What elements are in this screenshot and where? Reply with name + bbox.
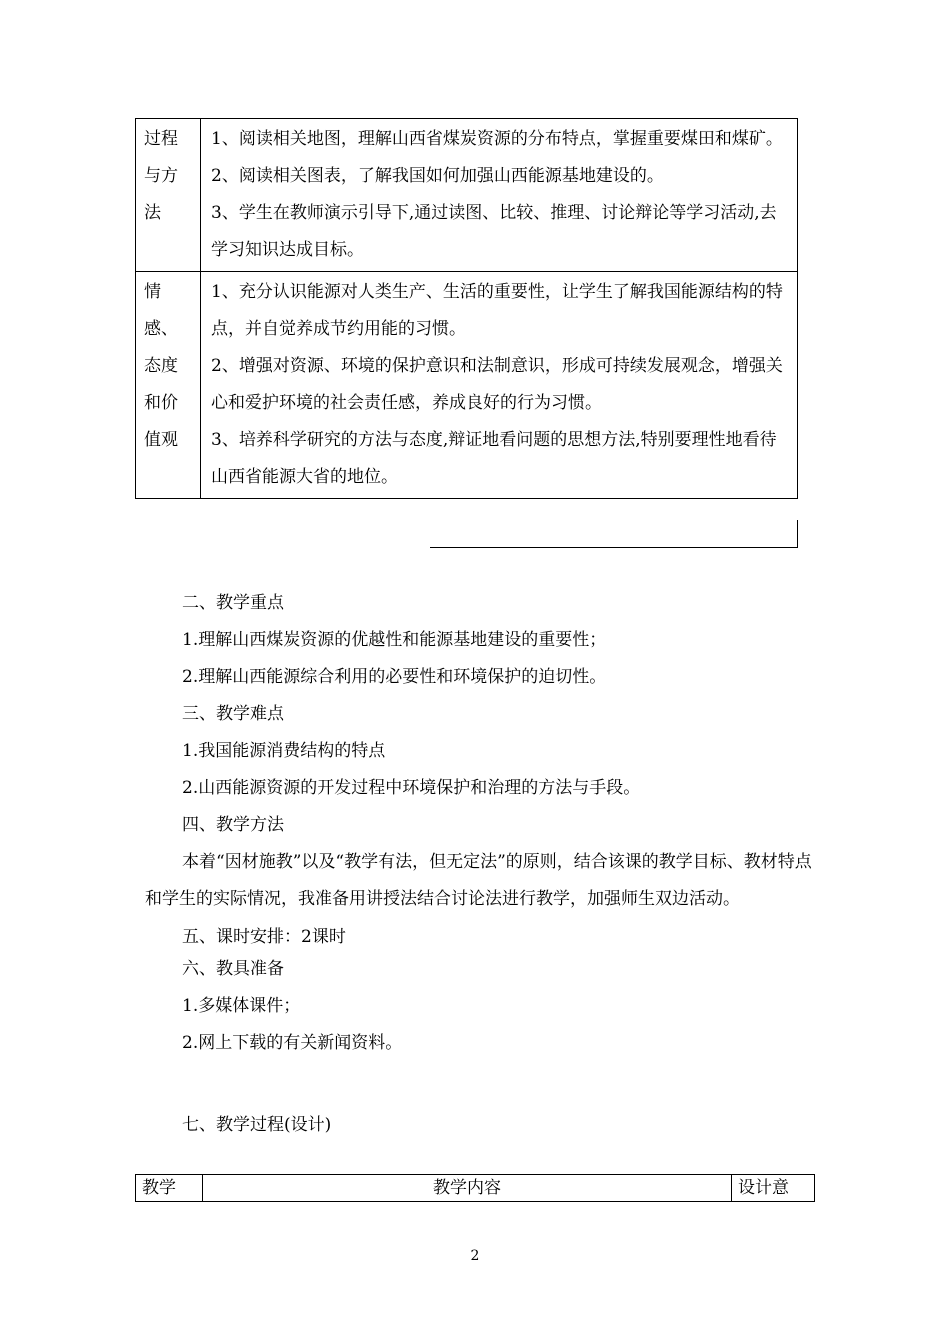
section-heading: 四、教学方法 bbox=[182, 815, 284, 835]
section-heading: 五、课时安排：2课时 bbox=[182, 927, 346, 947]
methods-paragraph: 本着“因材施教”以及“教学有法，但无定法”的原则，结合该课的教学目标、教材特点和学生的实际情况，我准备用讲授法结合讨论法进行教学，加强师生双边活动。 bbox=[145, 852, 812, 909]
label-line: 法 bbox=[144, 203, 161, 223]
row-label-process-method bbox=[136, 119, 201, 272]
page-number: 2 bbox=[470, 1248, 480, 1264]
objective-item: 2、增强对资源、环境的保护意识和法制意识，形成可持续发展观念，增强关心和爱护环境的社会责任感，养成良好的行为习惯。 bbox=[211, 356, 783, 413]
row-content-emotion-values bbox=[201, 272, 798, 499]
table-tail-border bbox=[430, 520, 798, 548]
process-table bbox=[135, 1174, 815, 1202]
list-item: 2.山西能源资源的开发过程中环境保护和治理的方法与手段。 bbox=[182, 778, 641, 798]
list-item: 2.网上下载的有关新闻资料。 bbox=[182, 1033, 403, 1053]
list-item: 2.理解山西能源综合利用的必要性和环境保护的迫切性。 bbox=[182, 667, 607, 687]
section-heading: 六、教具准备 bbox=[182, 959, 284, 979]
objective-item: 1、阅读相关地图，理解山西省煤炭资源的分布特点，掌握重要煤田和煤矿。 bbox=[211, 129, 783, 149]
label-line: 情 bbox=[144, 282, 161, 302]
objective-item: 2、阅读相关图表，了解我国如何加强山西能源基地建设的。 bbox=[211, 166, 664, 186]
row-content-process-method bbox=[201, 119, 798, 272]
label-line: 值观 bbox=[144, 430, 178, 450]
objective-item: 3、培养科学研究的方法与态度,辩证地看问题的思想方法,特别要理性地看待山西省能源大省的地位。 bbox=[211, 430, 777, 487]
table-row bbox=[136, 119, 798, 272]
column-header: 设计意 bbox=[732, 1175, 815, 1202]
list-item: 1.我国能源消费结构的特点 bbox=[182, 741, 386, 761]
section-heading: 二、教学重点 bbox=[182, 593, 284, 613]
objective-item: 3、学生在教师演示引导下,通过读图、比较、推理、讨论辩论等学习活动,去学习知识达成目标。 bbox=[211, 203, 777, 260]
label-line: 与方 bbox=[144, 166, 178, 186]
label-line: 和价 bbox=[144, 393, 178, 413]
row-label-emotion-values bbox=[136, 272, 201, 499]
label-line: 感、 bbox=[144, 319, 178, 339]
table-header-row bbox=[136, 1175, 815, 1202]
objective-item: 1、充分认识能源对人类生产、生活的重要性，让学生了解我国能源结构的特点，并自觉养成节约用能的习惯。 bbox=[211, 282, 783, 339]
label-line: 过程 bbox=[144, 129, 178, 149]
list-item: 1.理解山西煤炭资源的优越性和能源基地建设的重要性； bbox=[182, 630, 607, 650]
section-heading: 七、教学过程(设计) bbox=[182, 1115, 332, 1135]
label-line: 态度 bbox=[144, 356, 178, 376]
column-header: 教学内容 bbox=[203, 1175, 732, 1202]
list-item: 1.多媒体课件； bbox=[182, 996, 301, 1016]
section-heading: 三、教学难点 bbox=[182, 704, 284, 724]
document-body bbox=[145, 585, 815, 1144]
table-row bbox=[136, 272, 798, 499]
objectives-table bbox=[135, 118, 798, 499]
column-header: 教学 bbox=[136, 1175, 203, 1202]
